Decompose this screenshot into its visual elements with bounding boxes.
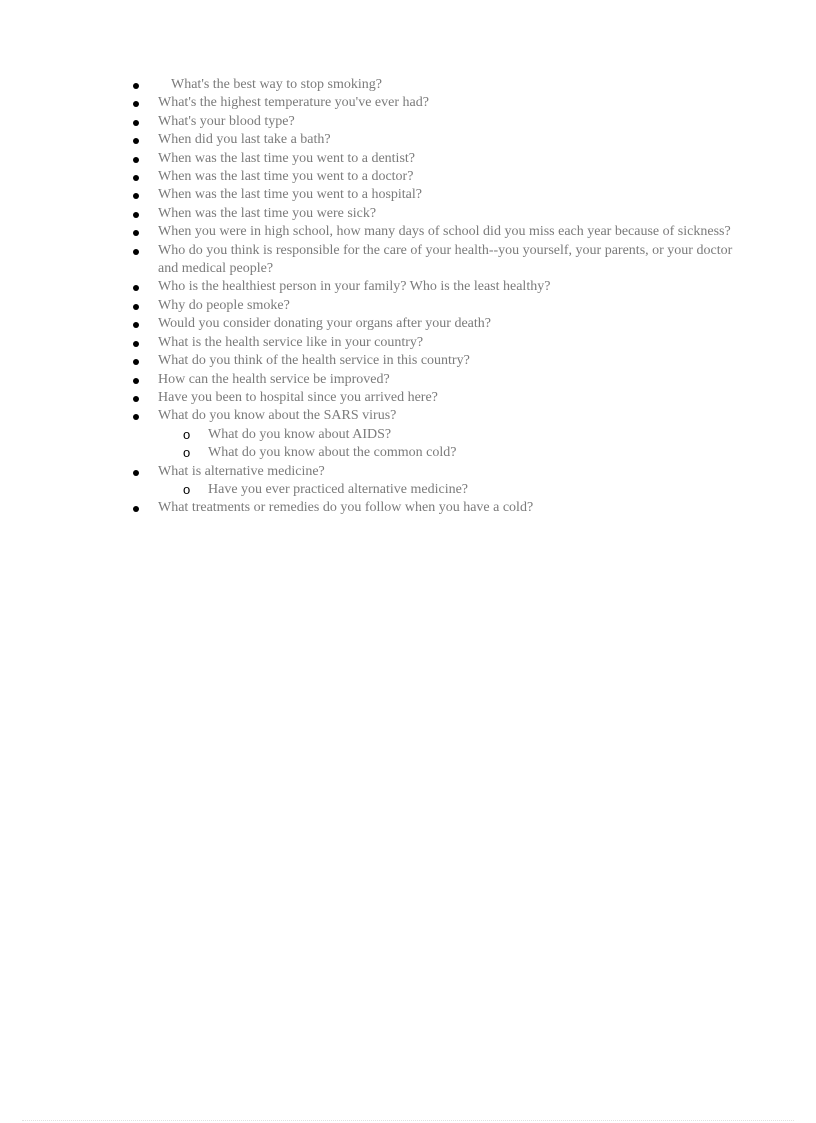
bullet-icon xyxy=(133,175,139,181)
list-item-text: Have you been to hospital since you arrived here? xyxy=(158,389,438,405)
list-item xyxy=(130,76,750,94)
bullet-icon xyxy=(133,212,139,218)
list-item-text: Why do people smoke? xyxy=(158,297,290,313)
list-item xyxy=(130,168,750,186)
sub-bullet-icon: o xyxy=(183,481,191,497)
sub-list-item-text: What do you know about AIDS? xyxy=(208,426,392,442)
list-item xyxy=(130,499,750,517)
bullet-icon xyxy=(133,101,139,107)
sub-list-item xyxy=(158,444,750,462)
list-item-text: What is the health service like in your country? xyxy=(158,334,424,350)
list-item xyxy=(130,113,750,131)
list-item-text: When was the last time you were sick? xyxy=(158,205,377,221)
bullet-icon xyxy=(133,341,139,347)
bullet-icon xyxy=(133,138,139,144)
list-item xyxy=(130,463,750,500)
list-item-text: When you were in high school, how many days of school did you miss each year because of sickness? xyxy=(158,224,731,240)
list-item xyxy=(130,389,750,407)
sub-bullet-icon: o xyxy=(183,445,191,461)
bullet-icon xyxy=(133,396,139,402)
list-item xyxy=(130,371,750,389)
health-questions-list xyxy=(130,76,750,518)
list-item xyxy=(130,223,750,241)
list-item xyxy=(130,352,750,370)
list-item xyxy=(130,94,750,112)
bullet-icon xyxy=(133,322,139,328)
bullet-icon xyxy=(133,249,139,255)
bullet-icon xyxy=(133,230,139,236)
list-item-text: When was the last time you went to a doctor? xyxy=(158,169,414,185)
list-item xyxy=(130,186,750,204)
sub-list xyxy=(158,481,750,499)
bullet-icon xyxy=(133,83,139,89)
list-item xyxy=(130,334,750,352)
sub-list-item xyxy=(158,481,750,499)
list-item-text: What is alternative medicine? xyxy=(158,463,325,479)
list-item xyxy=(130,278,750,296)
bullet-icon xyxy=(133,120,139,126)
list-item xyxy=(130,297,750,315)
sub-list xyxy=(158,426,750,463)
bullet-icon xyxy=(133,414,139,420)
list-item xyxy=(130,205,750,223)
bullet-icon xyxy=(133,157,139,163)
sub-list-item xyxy=(158,426,750,444)
list-item-text: What do you know about the SARS virus? xyxy=(158,408,397,424)
bullet-icon xyxy=(133,285,139,291)
page-bottom-divider xyxy=(22,1120,794,1121)
bullet-icon xyxy=(133,470,139,476)
list-item xyxy=(130,242,750,279)
list-item-text: When did you last take a bath? xyxy=(158,132,331,148)
bullet-icon xyxy=(133,193,139,199)
sub-bullet-icon: o xyxy=(183,426,191,442)
bullet-icon xyxy=(133,378,139,384)
list-item xyxy=(130,315,750,333)
list-item-text: What's the highest temperature you've ever had? xyxy=(158,95,429,111)
list-item xyxy=(130,407,750,462)
bullet-icon xyxy=(133,506,139,512)
bullet-icon xyxy=(133,359,139,365)
list-item-text: When was the last time you went to a dentist? xyxy=(158,150,415,166)
list-item-text: What treatments or remedies do you follow when you have a cold? xyxy=(158,500,534,516)
bullet-icon xyxy=(133,304,139,310)
list-item-text: Who is the healthiest person in your family? Who is the least healthy? xyxy=(158,279,551,295)
list-item xyxy=(130,150,750,168)
list-item xyxy=(130,131,750,149)
list-item-text: What's the best way to stop smoking? xyxy=(171,77,382,92)
sub-list-item-text: What do you know about the common cold? xyxy=(208,445,457,461)
list-item-text: When was the last time you went to a hospital? xyxy=(158,187,422,203)
list-item-text: How can the health service be improved? xyxy=(158,371,390,387)
list-item-text: What's your blood type? xyxy=(158,113,295,129)
list-item-text: Who do you think is responsible for the care of your health--you yourself, your parents, or your doctor and medical people? xyxy=(158,242,733,277)
sub-list-item-text: Have you ever practiced alternative medicine? xyxy=(208,481,469,497)
list-item-text: Would you consider donating your organs after your death? xyxy=(158,316,491,332)
list-item-text: What do you think of the health service in this country? xyxy=(158,353,470,369)
